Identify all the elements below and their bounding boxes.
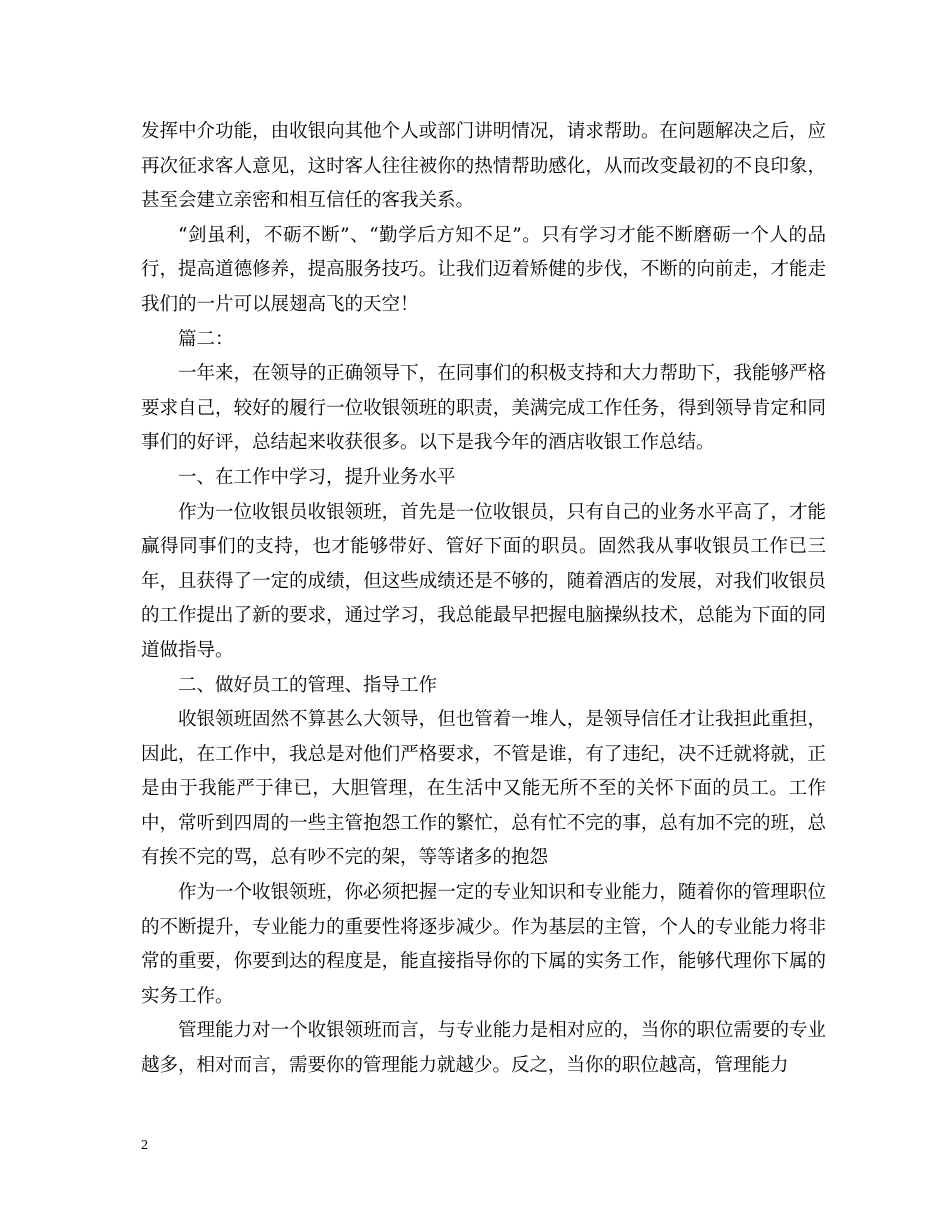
paragraph-2: “剑虽利，不砺不断”、“勤学后方知不足”。只有学习才能不断磨砺一个人的品行，提高道德修养，提高服务技巧。让我们迈着矫健的步伐，不断的向前走，才能走我们的一片可以展翅高飞的天空！	[141, 224, 826, 315]
paragraph-6: 作为一位收银员收银领班，首先是一位收银员，只有自己的业务水平高了，才能赢得同事们的支持，也才能够带好、管好下面的职员。固然我从事收银员工作已三年，且获得了一定的成绩，但这些成绩还是不够的，随着酒店的发展，对我们收银员的工作提出了新的要求，通过学习，我总能最早把握电脑操纵技术，总能为下面的同道做指导。	[141, 501, 826, 661]
document-body	[141, 115, 826, 1084]
paragraph-10: 管理能力对一个收银领班而言，与专业能力是相对应的，当你的职位需要的专业越多，相对而言，需要你的管理能力就越少。反之，当你的职位越高，管理能力	[141, 1020, 826, 1077]
paragraph-9: 作为一个收银领班，你必须把握一定的专业知识和专业能力，随着你的管理职位的不断提升，专业能力的重要性将逐步减少。作为基层的主管，个人的专业能力将非常的重要，你要到达的程度是，能直接指导你的下属的实务工作，能够代理你下属的实务工作。	[141, 882, 826, 1007]
section-heading-2: 二、做好员工的管理、指导工作	[178, 674, 438, 696]
section-heading-1: 一、在工作中学习，提升业务水平	[178, 466, 456, 488]
paragraph-8: 收银领班固然不算甚么大领导，但也管着一堆人，是领导信任才让我担此重担，因此，在工作中，我总是对他们严格要求，不管是谁，有了违纪，决不迁就将就，正是由于我能严于律已，大胆管理，在生活中又能无所不至的关怀下面的员工。工作中，常听到四周的一些主管抱怨工作的繁忙，总有忙不完的事，总有加不完的班，总有挨不完的骂，总有吵不完的架，等等诸多的抱怨	[141, 709, 826, 869]
paragraph-4: 一年来，在领导的正确领导下，在同事们的积极支持和大力帮助下，我能够严格要求自己，较好的履行一位收银领班的职责，美满完成工作任务，得到领导肯定和同事们的好评，总结起来收获很多。以下是我今年的酒店收银工作总结。	[141, 363, 826, 454]
page-number: 2	[141, 1138, 148, 1153]
section-heading-part-two: 篇二：	[178, 328, 234, 350]
paragraph-1: 发挥中介功能，由收银向其他个人或部门讲明情况，请求帮助。在问题解决之后，应再次征求客人意见，这时客人往往被你的热情帮助感化，从而改变最初的不良印象，甚至会建立亲密和相互信任的客我关系。	[141, 121, 826, 212]
